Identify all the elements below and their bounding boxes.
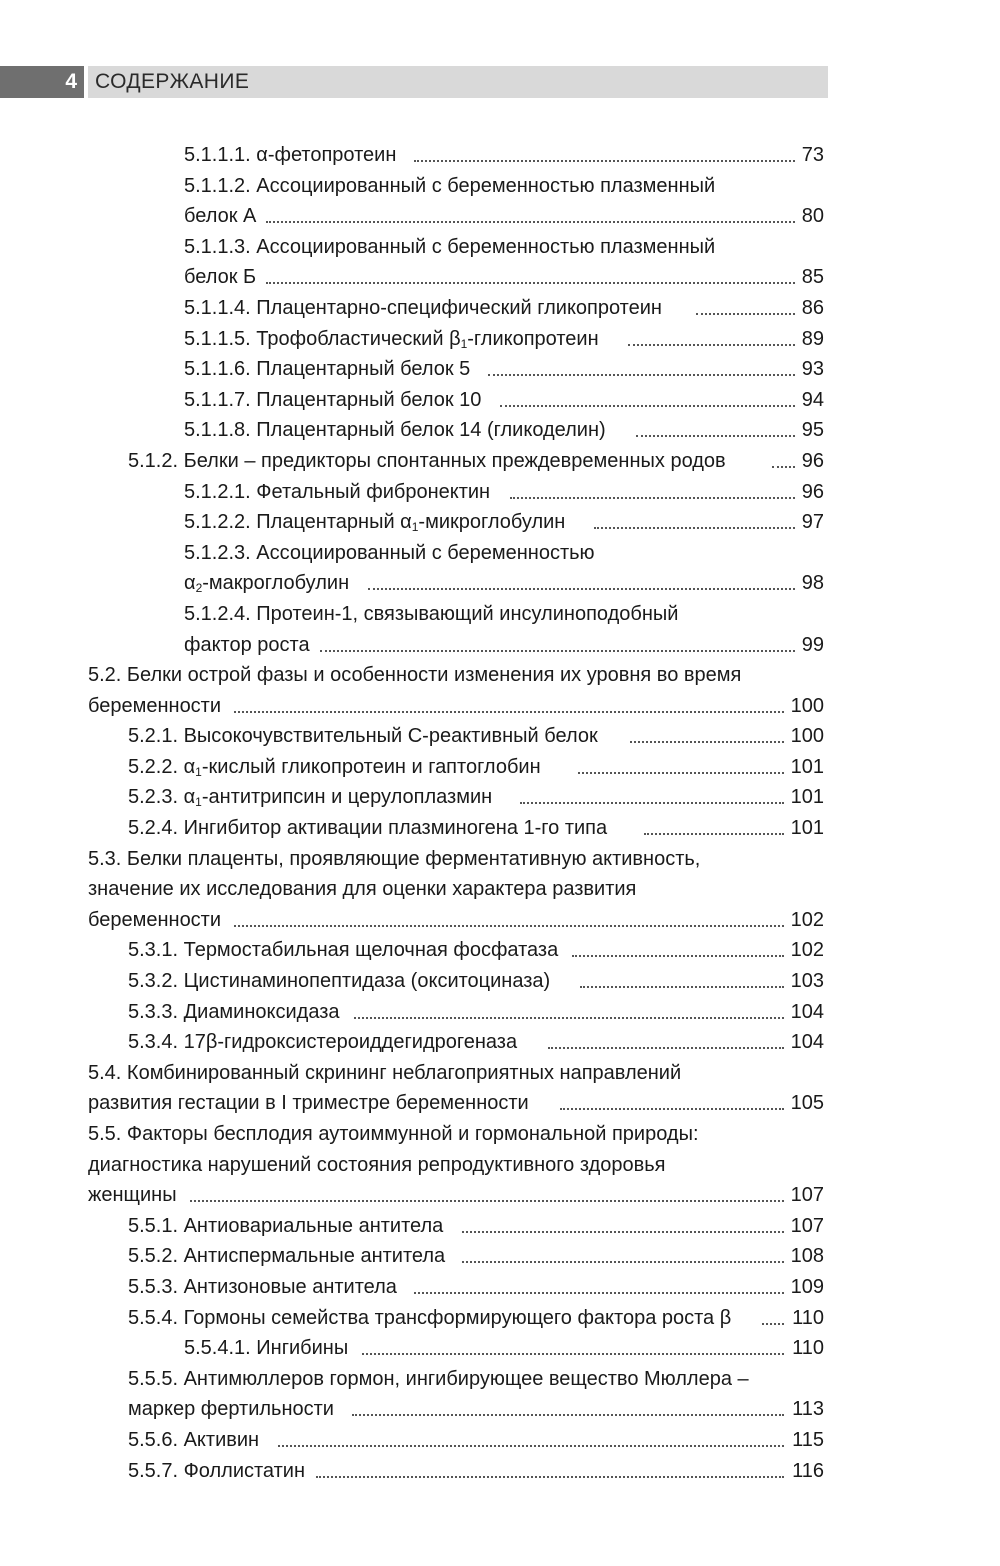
title-text: α [184, 572, 196, 595]
toc-entry-title: 5.1.1.6. Плацентарный белок 5 [184, 358, 471, 381]
toc-entry[interactable] [0, 935, 1000, 966]
dot-leader [644, 833, 784, 835]
subscript: 1 [195, 795, 202, 810]
toc-entry-title: белок Б [184, 266, 257, 289]
toc-entry[interactable] [0, 1150, 1000, 1181]
toc-page-number: 116 [792, 1459, 824, 1482]
toc-page-number: 101 [790, 755, 824, 778]
dot-leader [266, 282, 795, 284]
toc-entry[interactable] [0, 446, 1000, 477]
subscript: 1 [460, 336, 468, 351]
dot-leader [462, 1231, 784, 1233]
toc-entry[interactable] [0, 752, 1000, 783]
toc-entry[interactable] [0, 262, 1000, 293]
dot-leader [352, 1414, 784, 1416]
toc-page-number: 96 [801, 449, 824, 472]
toc-entry-title: 5.5.1. Антиовариальные антитела [128, 1214, 444, 1237]
dot-leader [414, 160, 795, 162]
toc-entry-title [184, 568, 349, 599]
table-of-contents [0, 140, 1000, 1486]
dot-leader [362, 1353, 784, 1355]
toc-entry-title: 5.2.4. Ингибитор активации плазминогена 1-го типа [128, 817, 608, 840]
toc-entry[interactable] [0, 1058, 1000, 1089]
dot-leader [548, 1047, 784, 1049]
dot-leader [488, 374, 795, 376]
toc-page-number: 103 [790, 970, 824, 993]
dot-leader [414, 1292, 784, 1294]
title-text: -антитрипсин и церулоплазмин [201, 786, 493, 809]
dot-leader [510, 497, 795, 499]
dot-leader [462, 1261, 784, 1263]
title-text: 5.2.2. α [128, 755, 196, 778]
toc-entry-title: фактор роста [184, 633, 310, 656]
toc-entry[interactable] [0, 844, 1000, 875]
toc-page-number: 95 [801, 419, 824, 442]
toc-entry[interactable] [0, 171, 1000, 202]
toc-entry-title: 5.5.3. Антизоновые антитела [128, 1275, 397, 1298]
dot-leader [368, 588, 795, 590]
toc-entry[interactable] [0, 1272, 1000, 1303]
toc-page-number: 109 [790, 1275, 824, 1298]
title-text: -макроглобулин [202, 572, 350, 595]
toc-entry[interactable] [0, 507, 1000, 538]
toc-entry-title [184, 324, 599, 355]
toc-entry-title: 5.2.1. Высокочувствительный С-реактивный белок [128, 725, 598, 748]
toc-entry-title: диагностика нарушений состояния репродуктивного здоровья [88, 1153, 666, 1176]
toc-entry-title: женщины [88, 1184, 177, 1207]
dot-leader [580, 986, 784, 988]
toc-entry-title: 5.5.5. Антимюллеров гормон, ингибирующее вещество Мюллера – [128, 1367, 749, 1390]
toc-page-number: 104 [790, 1000, 824, 1023]
toc-entry-title: 5.1.2.1. Фетальный фибронектин [184, 480, 491, 503]
title-text: -кислый гликопротеин и гаптоглобин [201, 755, 541, 778]
toc-entry[interactable] [0, 1119, 1000, 1150]
dot-leader [190, 1200, 784, 1202]
toc-entry[interactable] [0, 568, 1000, 599]
toc-entry[interactable] [0, 874, 1000, 905]
toc-entry[interactable] [0, 385, 1000, 416]
dot-leader [578, 772, 784, 774]
toc-entry[interactable] [0, 1211, 1000, 1242]
toc-page-number: 110 [792, 1337, 824, 1360]
toc-entry-title: 5.1.1.1. α-фетопротеин [184, 144, 397, 166]
toc-page-number: 101 [790, 817, 824, 840]
toc-entry-title: 5.5.6. Активин [128, 1428, 260, 1451]
running-header [0, 66, 828, 98]
section-title: СОДЕРЖАНИЕ [88, 66, 828, 98]
toc-entry-title: 5.3.1. Термостабильная щелочная фосфатаза [128, 939, 559, 962]
toc-entry-title [128, 752, 541, 783]
toc-entry[interactable] [0, 293, 1000, 324]
toc-entry-title [128, 782, 492, 813]
dot-leader [636, 435, 795, 437]
dot-leader [628, 344, 795, 346]
toc-entry-title: 5.1.2. Белки – предикторы спонтанных преждевременных родов [128, 449, 726, 472]
toc-entry[interactable] [0, 1303, 1000, 1334]
toc-entry[interactable] [0, 1364, 1000, 1395]
toc-entry[interactable] [0, 691, 1000, 722]
subscript: 1 [195, 764, 202, 779]
toc-page-number: 99 [801, 633, 824, 656]
dot-leader [594, 527, 795, 529]
toc-page-number: 107 [790, 1214, 824, 1237]
toc-entry[interactable] [0, 660, 1000, 691]
toc-entry-title: развития гестации в I триместре беременности [88, 1092, 529, 1115]
toc-entry-title: 5.3.4. 17β-гидроксистероиддегидрогеназа [128, 1031, 518, 1054]
toc-page-number: 86 [801, 296, 824, 319]
toc-page-number: 110 [792, 1306, 824, 1329]
toc-entry-title: 5.5.4.1. Ингибины [184, 1337, 349, 1360]
toc-page-number: 100 [790, 694, 824, 717]
dot-leader [560, 1108, 784, 1110]
toc-entry-title: 5.1.2.3. Ассоциированный с беременностью [184, 541, 595, 564]
toc-entry[interactable] [0, 997, 1000, 1028]
dot-leader [500, 405, 795, 407]
toc-entry-title: маркер фертильности [128, 1398, 334, 1421]
dot-leader [572, 955, 784, 957]
title-text: 5.2.3. α [128, 786, 196, 809]
title-text: -гликопротеин [467, 327, 599, 350]
toc-entry-title: 5.1.1.7. Плацентарный белок 10 [184, 388, 482, 411]
toc-entry[interactable] [0, 201, 1000, 232]
dot-leader [772, 466, 795, 468]
toc-entry-title: 5.1.1.8. Плацентарный белок 14 (гликоделин) [184, 419, 606, 442]
toc-entry-title: 5.2. Белки острой фазы и особенности изменения их уровня во время [88, 664, 742, 687]
toc-entry[interactable] [0, 1333, 1000, 1364]
toc-page-number: 108 [790, 1245, 824, 1268]
page-number: 4 [0, 66, 84, 98]
title-text: 5.1.1.5. Трофобластический β [184, 327, 461, 350]
toc-entry[interactable] [0, 1241, 1000, 1272]
toc-page-number: 80 [801, 205, 824, 228]
toc-entry[interactable] [0, 1456, 1000, 1487]
subscript: 1 [411, 520, 419, 535]
toc-page-number: 94 [801, 388, 824, 411]
toc-page-number: 73 [801, 144, 824, 166]
toc-entry-title: 5.3.2. Цистинаминопептидаза (окситоциназа) [128, 970, 551, 993]
title-text: 5.1.2.2. Плацентарный α [184, 511, 412, 534]
dot-leader [520, 802, 784, 804]
toc-entry-title: 5.5. Факторы бесплодия аутоиммунной и гормональной природы: [88, 1123, 699, 1145]
toc-entry[interactable] [0, 232, 1000, 263]
toc-entry-title: беременности [88, 694, 222, 717]
toc-page-number: 101 [790, 786, 824, 809]
toc-entry[interactable] [0, 538, 1000, 569]
toc-page-number: 100 [790, 725, 824, 748]
toc-page-number: 89 [801, 327, 824, 350]
dot-leader [696, 313, 795, 315]
toc-page-number: 98 [801, 572, 824, 595]
toc-entry-title: 5.3.3. Диаминоксидаза [128, 1000, 340, 1023]
toc-entry-title: значение их исследования для оценки характера развития [88, 878, 637, 901]
toc-entry-title: беременности [88, 908, 222, 931]
toc-page-number: 96 [801, 480, 824, 503]
dot-leader [762, 1323, 784, 1325]
toc-entry[interactable] [0, 415, 1000, 446]
dot-leader [630, 741, 784, 743]
dot-leader [354, 1017, 784, 1019]
toc-entry[interactable] [0, 782, 1000, 813]
toc-entry-title: 5.1.1.4. Плацентарно-специфический гликопротеин [184, 296, 662, 319]
toc-entry-title: 5.3. Белки плаценты, проявляющие ферментативную активность, [88, 847, 701, 870]
toc-entry[interactable] [0, 630, 1000, 661]
subscript: 2 [195, 581, 203, 596]
toc-page-number: 85 [801, 266, 824, 289]
toc-entry-title: 5.1.2.4. Протеин-1, связывающий инсулиноподобный [184, 602, 679, 625]
toc-entry[interactable] [0, 966, 1000, 997]
toc-page-number: 113 [792, 1398, 824, 1421]
toc-entry[interactable] [0, 813, 1000, 844]
toc-page-number: 104 [790, 1031, 824, 1054]
toc-entry[interactable] [0, 140, 1000, 171]
toc-page-number: 105 [790, 1092, 824, 1115]
toc-page-number: 102 [790, 908, 824, 931]
toc-entry[interactable] [0, 354, 1000, 385]
toc-entry[interactable] [0, 905, 1000, 936]
title-text: -микроглобулин [418, 511, 566, 534]
toc-entry[interactable] [0, 477, 1000, 508]
toc-entry[interactable] [0, 324, 1000, 355]
toc-entry-title: 5.5.4. Гормоны семейства трансформирующего фактора роста β [128, 1306, 732, 1329]
toc-entry[interactable] [0, 1394, 1000, 1425]
toc-entry-title: 5.1.1.2. Ассоциированный с беременностью плазменный [184, 174, 716, 197]
toc-page-number: 115 [792, 1428, 824, 1451]
toc-page-number: 97 [801, 511, 824, 534]
toc-entry-title [184, 507, 565, 538]
dot-leader [266, 221, 795, 223]
toc-page-number: 93 [801, 358, 824, 381]
toc-entry-title: 5.1.1.3. Ассоциированный с беременностью плазменный [184, 235, 716, 258]
toc-entry[interactable] [0, 721, 1000, 752]
toc-entry[interactable] [0, 1425, 1000, 1456]
toc-entry-title: белок А [184, 205, 257, 228]
dot-leader [234, 711, 784, 713]
toc-entry-title: 5.4. Комбинированный скрининг неблагоприятных направлений [88, 1061, 682, 1084]
dot-leader [316, 1476, 784, 1478]
toc-entry[interactable] [0, 599, 1000, 630]
toc-entry[interactable] [0, 1180, 1000, 1211]
toc-entry[interactable] [0, 1027, 1000, 1058]
toc-entry-title: 5.5.2. Антиспермальные антитела [128, 1245, 446, 1268]
dot-leader [320, 650, 795, 652]
toc-entry[interactable] [0, 1088, 1000, 1119]
toc-page-number: 102 [790, 939, 824, 962]
toc-entry-title: 5.5.7. Фоллистатин [128, 1459, 305, 1482]
toc-page-number: 107 [790, 1184, 824, 1207]
dot-leader [234, 925, 784, 927]
dot-leader [278, 1445, 784, 1447]
